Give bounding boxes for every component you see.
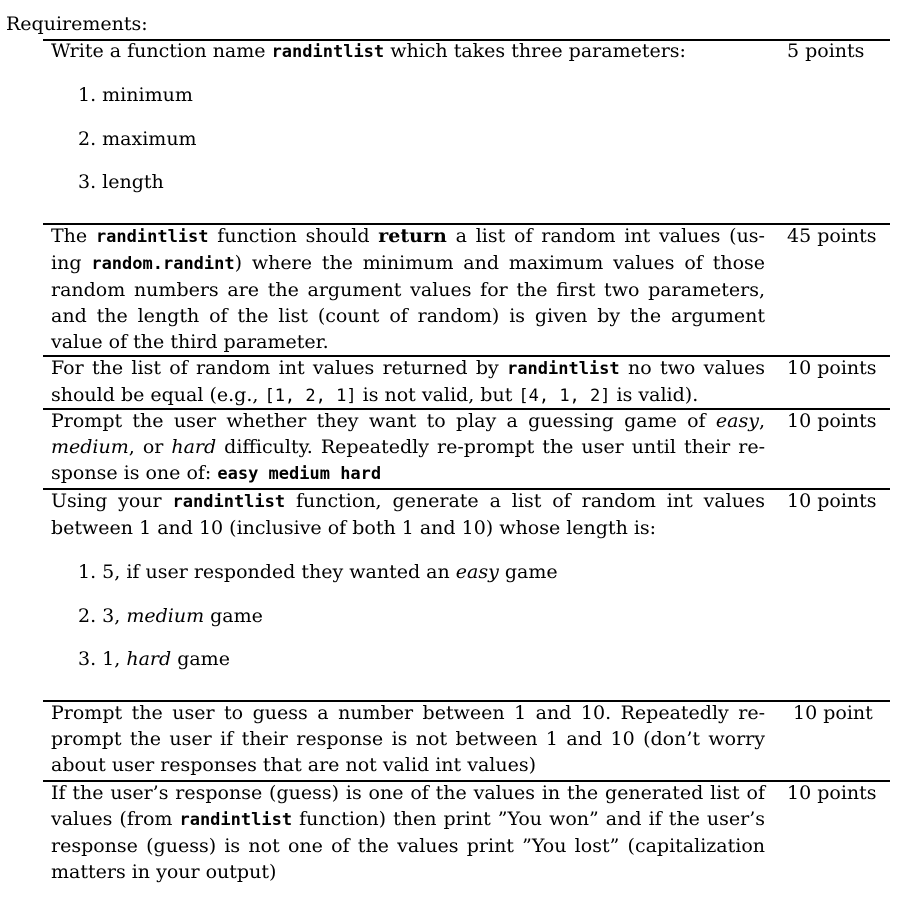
text: The	[51, 225, 96, 247]
text: function should	[208, 225, 379, 247]
text: is not valid, but	[356, 384, 519, 406]
code-difficulty-options: easy medium hard	[217, 464, 382, 484]
list-item	[78, 559, 558, 585]
italic-hard: hard	[171, 436, 217, 458]
code-randintlist: randintlist	[172, 492, 286, 512]
code-example-valid: [4, 1, 2]	[518, 386, 611, 406]
text: a list of random int values (us-ing	[51, 225, 765, 274]
text: Prompt the user whether they want to play a guessing game of	[51, 410, 716, 432]
list-item	[78, 646, 230, 672]
points-label: 10 points	[787, 410, 877, 432]
code-example-invalid: [1, 2, 1]	[264, 386, 357, 406]
text: For the list of random int values returned by	[51, 357, 508, 379]
requirement-description	[51, 700, 765, 778]
points-label: 45 points	[787, 225, 877, 247]
italic-medium: medium	[126, 605, 205, 627]
text: function) then print ”You won” and if the user’s response (guess) is not one of the values print ”You lost” (capitalization matters in your output)	[51, 808, 766, 883]
list-item	[78, 603, 263, 629]
text: difficulty. Repeatedly re-prompt the user until their re-sponse is one of:	[51, 436, 766, 484]
italic-easy: easy	[715, 410, 759, 432]
bold-return: return	[378, 225, 447, 247]
code-random-randint: random.randint	[91, 254, 235, 274]
requirement-description	[51, 38, 765, 65]
requirement-description	[51, 223, 765, 355]
code-randintlist: randintlist	[271, 42, 385, 62]
points-label: 10 points	[787, 782, 877, 804]
text: ) where the minimum and maximum values of those random numbers are the argument values for the first two parameters, and the length of the list (count of random) is given by the argument value of the third parameter.	[51, 252, 765, 353]
points-label: 10 points	[787, 357, 877, 379]
code-randintlist: randintlist	[179, 810, 293, 830]
text: which takes three parameters:	[384, 40, 686, 62]
text: If the user’s response (guess) is one of the values in the generated list of values (from	[51, 782, 765, 830]
italic-hard: hard	[126, 648, 172, 670]
text: ,	[758, 410, 765, 432]
text: game	[204, 605, 263, 627]
list-item: 3. length	[78, 171, 164, 193]
italic-medium: medium	[51, 436, 129, 458]
text: 3. 1,	[78, 648, 127, 670]
code-randintlist: randintlist	[507, 359, 620, 379]
code-randintlist: randintlist	[95, 227, 209, 247]
text: game	[171, 648, 230, 670]
text: is valid).	[610, 384, 699, 406]
points-label: 10 point	[793, 702, 873, 724]
list-item: 1. minimum	[78, 84, 193, 106]
requirement-description	[51, 355, 765, 409]
text: 1. 5, if user responded they wanted an	[78, 561, 456, 583]
list-item: 2. maximum	[78, 128, 197, 150]
requirement-description	[51, 780, 765, 885]
text: function, generate a list of random int values between 1 and 10 (inclusive of both 1 and 10) whose length is:	[51, 490, 765, 539]
points-label: 5 points	[787, 40, 865, 62]
text: no two values should be equal (e.g.,	[51, 357, 765, 406]
requirement-description	[51, 408, 765, 487]
italic-easy: easy	[455, 561, 499, 583]
points-label: 10 points	[787, 490, 877, 512]
page-heading: Requirements:	[6, 13, 148, 35]
text: game	[498, 561, 558, 583]
text: Using your	[51, 490, 173, 512]
text: 2. 3,	[78, 605, 127, 627]
requirement-description	[51, 488, 765, 541]
text: Write a function name	[51, 40, 272, 62]
text: , or	[128, 436, 172, 458]
text: Prompt the user to guess a number between 1 and 10. Repeatedly re-prompt the user if their response is not between 1 and 10 (don’t worry about user responses that are not valid int values)	[51, 702, 765, 776]
